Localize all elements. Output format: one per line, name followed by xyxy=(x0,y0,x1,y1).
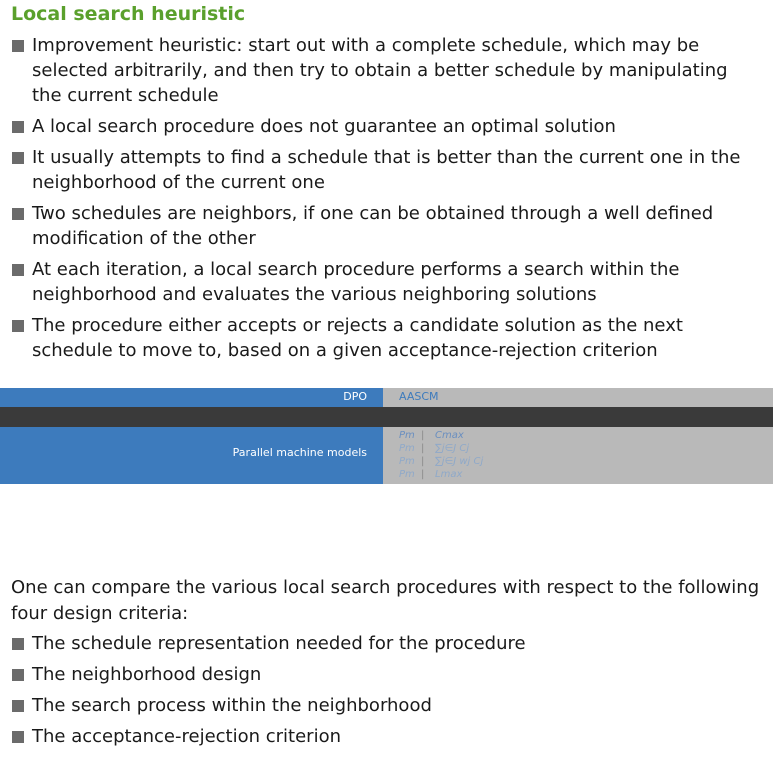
bullet-item xyxy=(12,114,757,139)
bullet-item xyxy=(12,313,757,363)
bullet-text: Two schedules are neighbors, if one can be obtained through a well defined modification of the other xyxy=(32,203,714,249)
criteria-intro-paragraph: One can compare the various local search procedures with respect to the following four design criteria: xyxy=(11,577,760,624)
model-sep: | xyxy=(421,469,425,480)
bullet-text: It usually attempts to find a schedule that is better than the current one in the neighborhood of the current one xyxy=(32,147,741,193)
bullet-text: The schedule representation needed for the procedure xyxy=(32,633,526,654)
model-env: Pm xyxy=(399,430,415,441)
bullet-item xyxy=(12,693,757,718)
nav-section-bar xyxy=(0,427,773,484)
bullet-text: The procedure either accepts or rejects a candidate solution as the next schedule to move to, based on a given acceptance-rejection criterion xyxy=(32,315,683,361)
square-bullet-icon xyxy=(12,121,24,133)
bullet-text: Improvement heuristic: start out with a complete schedule, which may be selected arbitrarily, and then try to obtain a better schedule by manipulating the current schedule xyxy=(32,35,728,106)
model-obj: Lmax xyxy=(435,469,463,480)
top-bullet-list xyxy=(12,33,757,369)
model-item[interactable] xyxy=(399,455,483,468)
bullet-item xyxy=(12,33,757,108)
bullet-text: The neighborhood design xyxy=(32,664,262,685)
slide-title: Local search heuristic xyxy=(11,3,246,25)
bullet-text: The acceptance-rejection criterion xyxy=(32,726,341,747)
bullet-item xyxy=(12,631,757,656)
nav-section-link[interactable]: Parallel machine models xyxy=(232,446,367,459)
model-item[interactable] xyxy=(399,468,483,481)
model-obj: ∑j∈J Cj xyxy=(435,443,470,454)
model-env: Pm xyxy=(399,469,415,480)
model-sep: | xyxy=(421,430,425,441)
bullet-text: A local search procedure does not guarantee an optimal solution xyxy=(32,116,616,137)
model-item[interactable] xyxy=(399,442,483,455)
square-bullet-icon xyxy=(12,40,24,52)
bullet-item xyxy=(12,662,757,687)
model-obj: Cmax xyxy=(435,430,464,441)
criteria-bullet-list xyxy=(12,631,757,755)
bullet-item xyxy=(12,145,757,195)
nav-dpo-link[interactable]: DPO xyxy=(343,390,367,403)
model-obj: ∑j∈J wj Cj xyxy=(435,456,484,467)
square-bullet-icon xyxy=(12,152,24,164)
bullet-text: The search process within the neighborhood xyxy=(32,695,432,716)
model-sep: | xyxy=(421,456,425,467)
square-bullet-icon xyxy=(12,669,24,681)
nav-divider-bar xyxy=(0,407,773,427)
nav-header-right xyxy=(383,388,773,407)
model-list xyxy=(399,429,483,481)
bullet-item xyxy=(12,201,757,251)
square-bullet-icon xyxy=(12,700,24,712)
bullet-item xyxy=(12,724,757,749)
square-bullet-icon xyxy=(12,208,24,220)
nav-aascm-link[interactable]: AASCM xyxy=(399,390,439,403)
square-bullet-icon xyxy=(12,731,24,743)
nav-header-left xyxy=(0,388,383,407)
bullet-item xyxy=(12,257,757,307)
square-bullet-icon xyxy=(12,264,24,276)
model-env: Pm xyxy=(399,443,415,454)
square-bullet-icon xyxy=(12,320,24,332)
nav-header-bar xyxy=(0,388,773,407)
model-env: Pm xyxy=(399,456,415,467)
model-sep: | xyxy=(421,443,425,454)
bullet-text: At each iteration, a local search procedure performs a search within the neighborhood and evaluates the various neighboring solutions xyxy=(32,259,680,305)
model-item[interactable] xyxy=(399,429,483,442)
square-bullet-icon xyxy=(12,638,24,650)
